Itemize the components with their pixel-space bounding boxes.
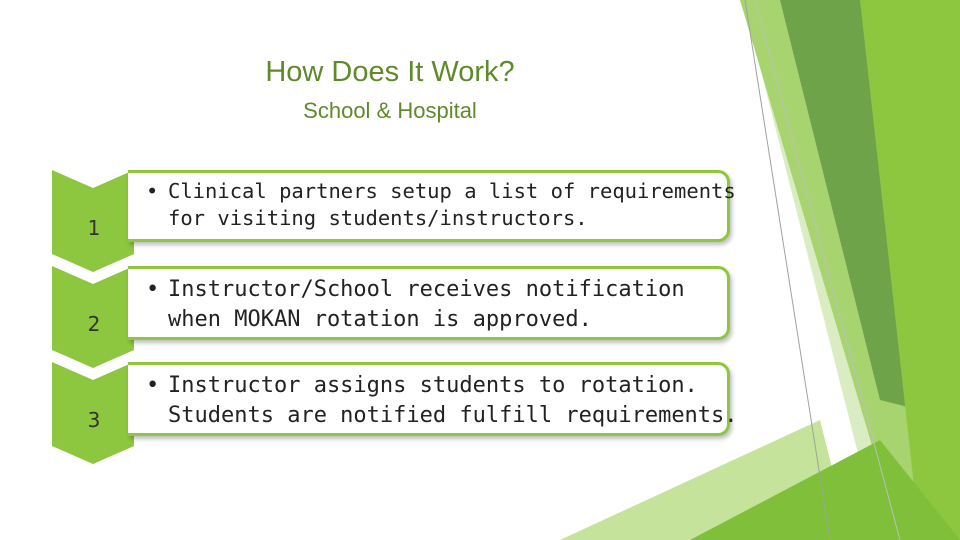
step-3-bullet: • xyxy=(146,373,160,398)
step-2-line-1: Instructor/School receives notification xyxy=(168,277,685,302)
slide-title: How Does It Work? xyxy=(265,56,515,88)
step-2-bullet: • xyxy=(146,277,160,302)
step-1-bullet: • xyxy=(146,179,159,203)
step-1-card xyxy=(128,170,736,242)
step-2-card xyxy=(128,266,730,340)
step-3-line-2: Students are notified fulfill requirements. xyxy=(168,403,738,428)
step-3-number: 3 xyxy=(87,408,101,432)
step-3-line-1: Instructor assigns students to rotation. xyxy=(168,373,698,398)
step-3-card xyxy=(128,362,738,436)
step-3-text xyxy=(146,371,738,431)
step-2-number: 2 xyxy=(87,312,101,336)
step-1-line-2: for visiting students/instructors. xyxy=(168,206,588,230)
step-1-text xyxy=(146,178,736,232)
slide-subtitle: School & Hospital xyxy=(303,98,477,123)
step-2-line-2: when MOKAN rotation is approved. xyxy=(168,307,592,332)
step-2-text xyxy=(146,275,715,335)
step-1-number: 1 xyxy=(87,216,101,240)
step-1-line-1: Clinical partners setup a list of requirements xyxy=(168,179,736,203)
